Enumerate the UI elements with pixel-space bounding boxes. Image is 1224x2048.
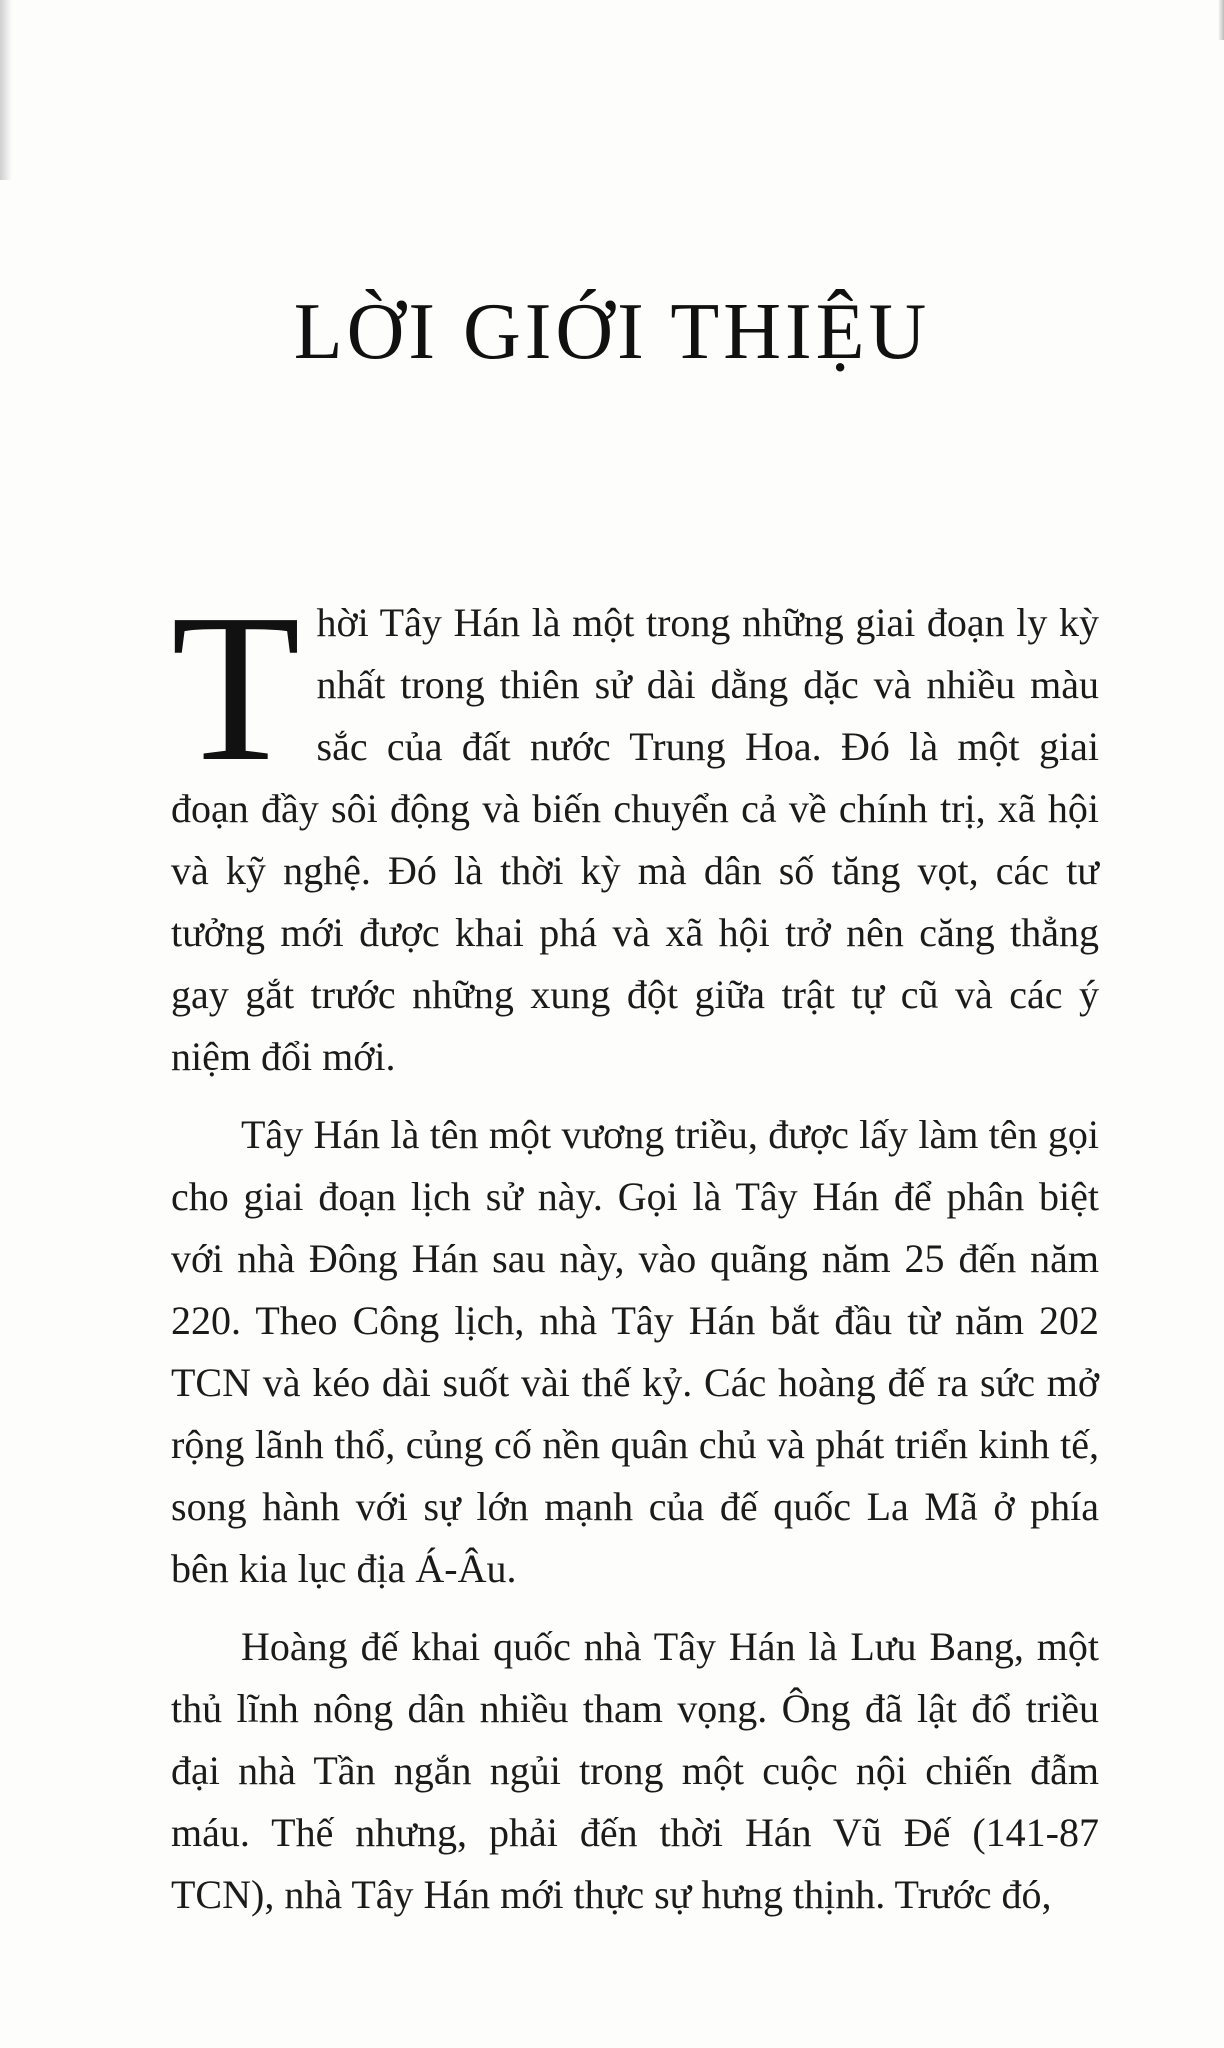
paragraph-1-text: hời Tây Hán là một trong những giai đoạn ly kỳ nhất trong thiên sử dài dằng dặc và nhiều màu sắc của đất nước Trung Hoa. Đó là một giai đoạn đầy sôi động và biến chuyển cả về chính trị, xã hội và kỹ nghệ. Đó là thời kỳ mà dân số tăng vọt, các tư tưởng mới được khai phá và xã hội trở nên căng thẳng gay gắt trước những xung đột giữa trật tự cũ và các ý niệm đổi mới. xyxy=(171,600,1099,1079)
paragraph-2: Tây Hán là tên một vương triều, được lấy làm tên gọi cho giai đoạn lịch sử này. Gọi là Tây Hán để phân biệt với nhà Đông Hán sau này, vào quãng năm 25 đến năm 220. Theo Công lịch, nhà Tây Hán bắt đầu từ năm 202 TCN và kéo dài suốt vài thế kỷ. Các hoàng đế ra sức mở rộng lãnh thổ, củng cố nền quân chủ và phát triển kinh tế, song hành với sự lớn mạnh của đế quốc La Mã ở phía bên kia lục địa Á-Âu. xyxy=(171,1112,1099,1591)
drop-cap: T xyxy=(171,570,301,805)
body-text xyxy=(171,570,1099,1926)
paragraph-3: Hoàng đế khai quốc nhà Tây Hán là Lưu Bang, một thủ lĩnh nông dân nhiều tham vọng. Ông đã lật đổ triều đại nhà Tần ngắn ngủi trong một cuộc nội chiến đẫm máu. Thế nhưng, phải đến thời Hán Vũ Đế (141-87 TCN), nhà Tây Hán mới thực sự hưng thịnh. Trước đó, xyxy=(171,1624,1099,1917)
chapter-title: LỜI GIỚI THIỆU xyxy=(293,288,931,376)
page-edge-shadow-right xyxy=(1218,0,1224,40)
page-edge-shadow xyxy=(0,0,12,180)
paragraph-1 xyxy=(171,570,1099,1088)
